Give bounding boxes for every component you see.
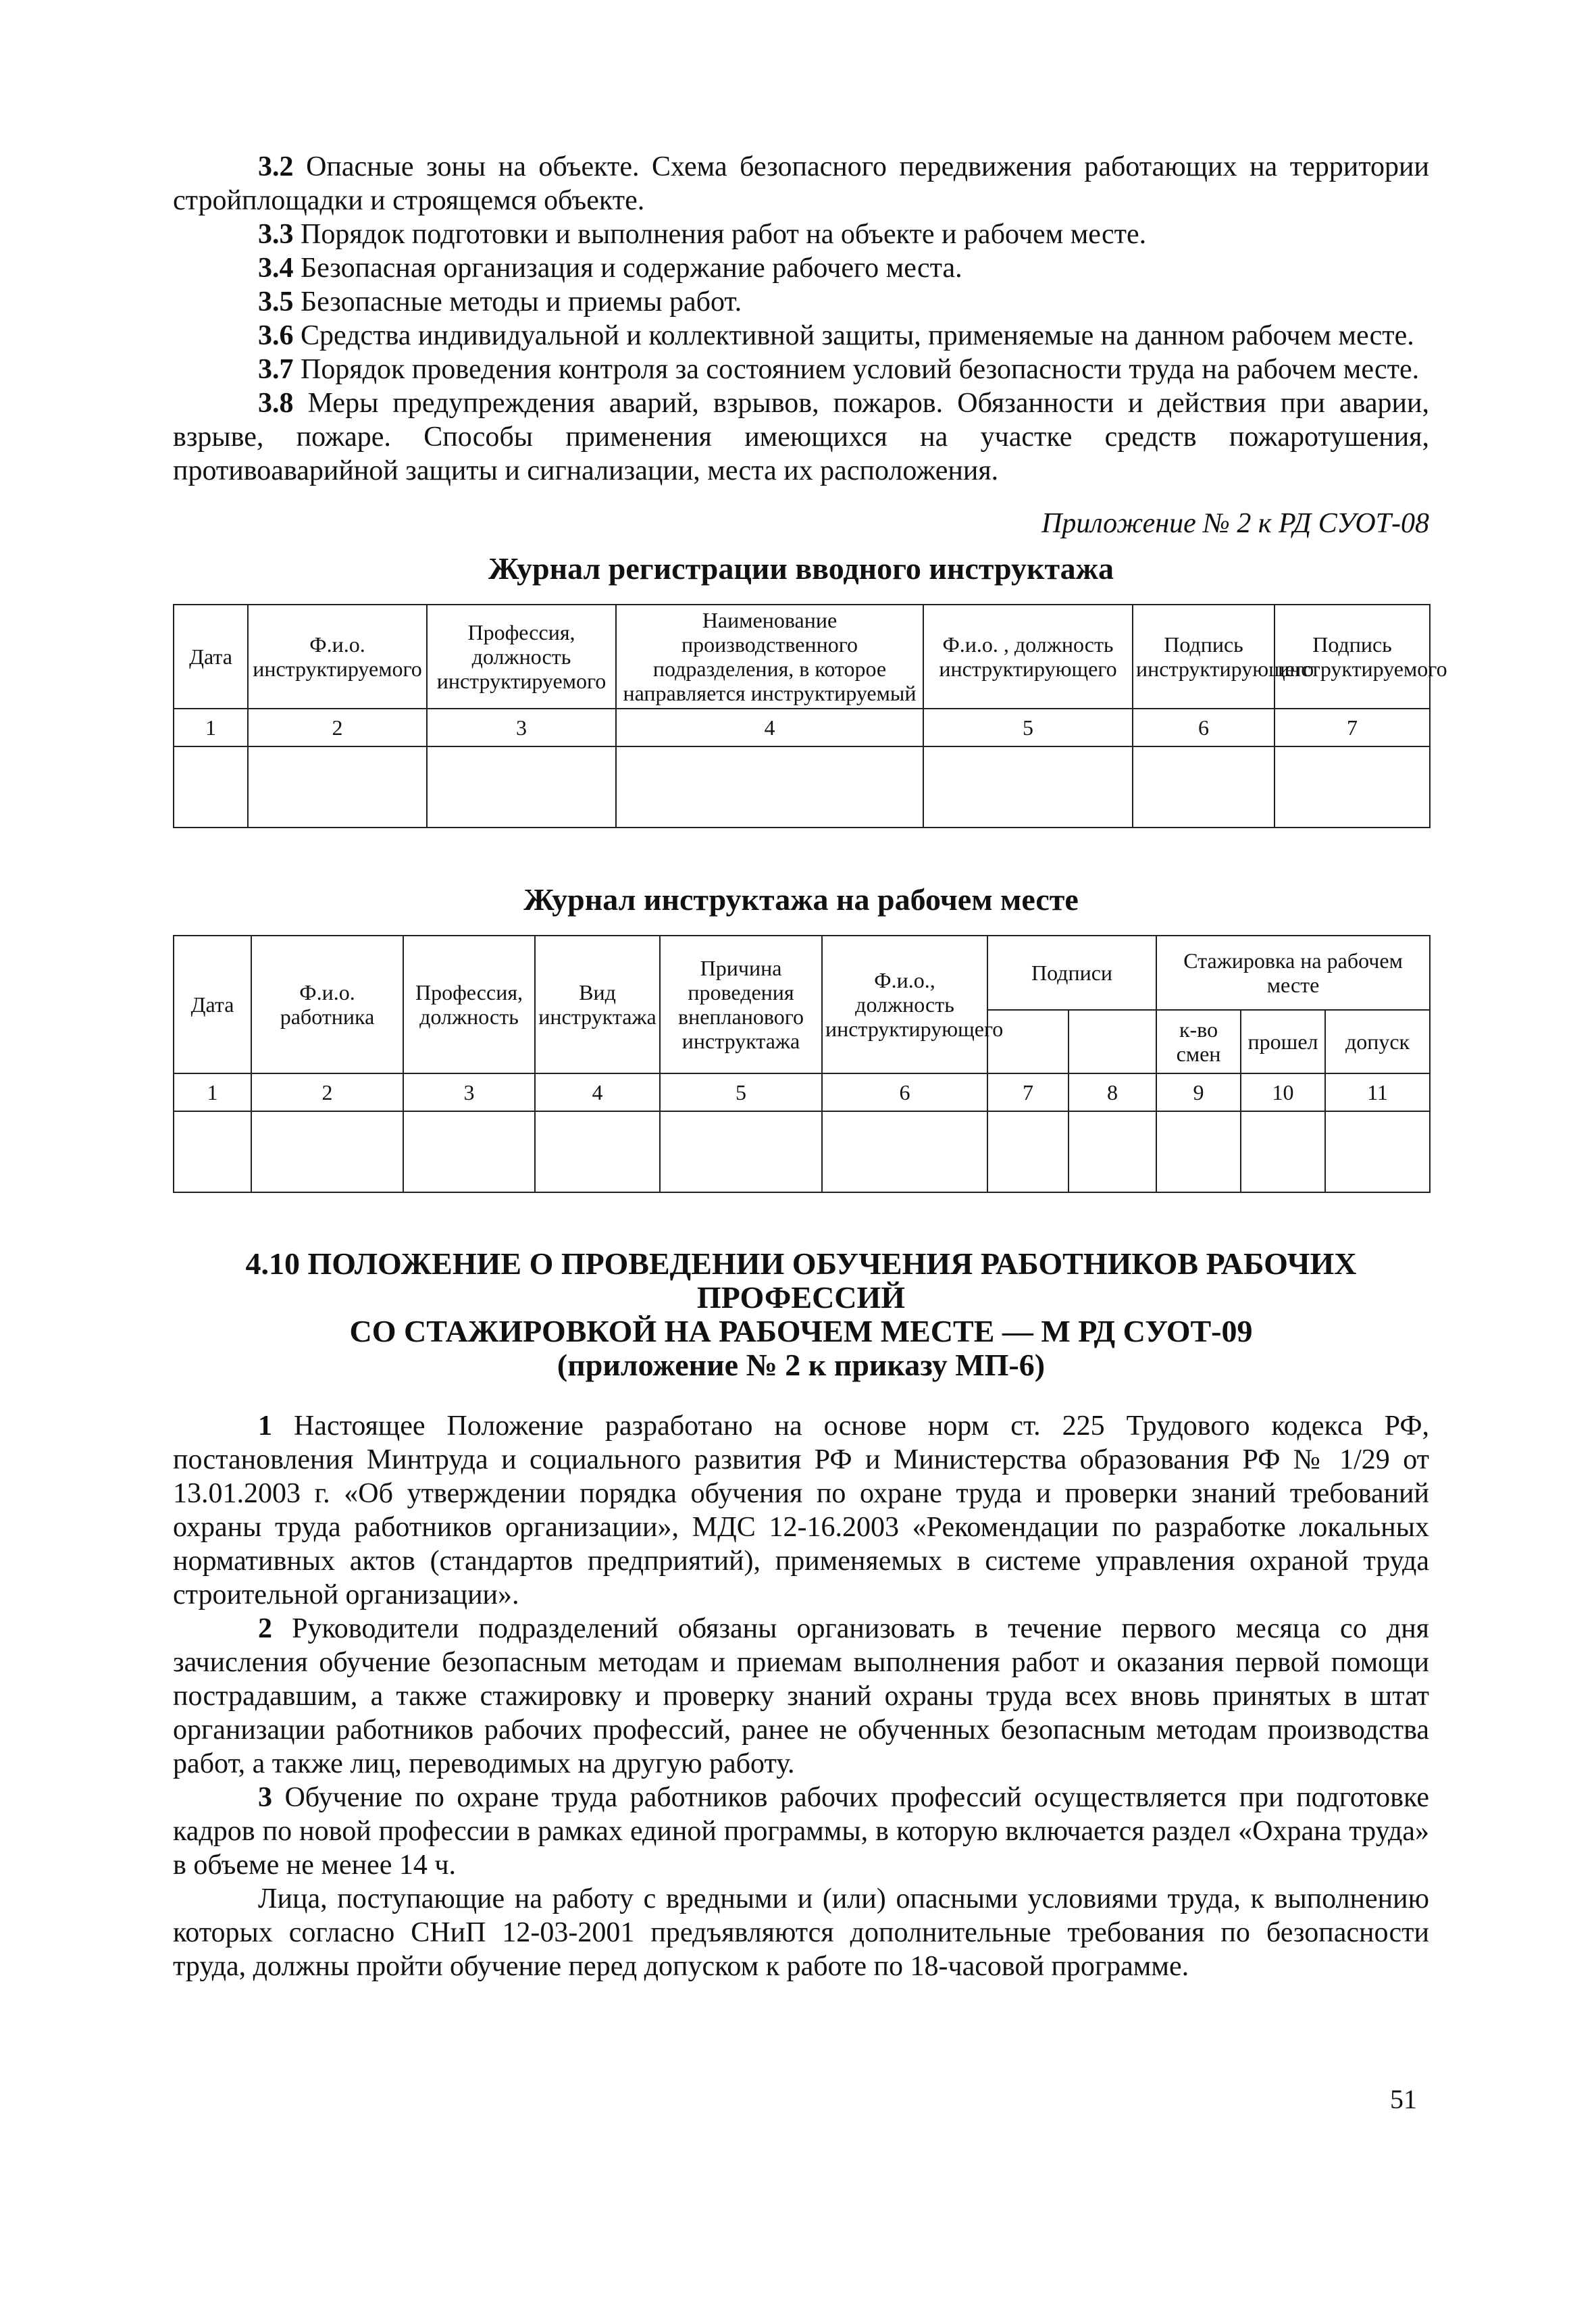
item-number: 3.6 [258, 320, 294, 351]
empty-subheader [1069, 1010, 1156, 1073]
item-text: Порядок проведения контроля за состоянием условий безопасности труда на рабочем месте. [301, 354, 1420, 385]
empty-cell [1069, 1111, 1156, 1192]
item-number: 3.7 [258, 354, 294, 385]
item-number: 3 [258, 1782, 272, 1813]
section-paragraph-4 [173, 1882, 1429, 1983]
empty-cell [403, 1111, 535, 1192]
item-number: 3.2 [258, 151, 294, 182]
header-worker-name: Ф.и.о. работника [251, 936, 403, 1073]
item-number: 3.4 [258, 253, 294, 284]
empty-cell [427, 746, 616, 828]
column-number: 5 [660, 1073, 822, 1111]
appendix-label: Приложение № 2 к РД СУОТ-08 [1041, 508, 1429, 539]
journal1-table [173, 604, 1447, 828]
header-trainee-signature: Подпись инструктируемого [1275, 605, 1430, 709]
section-body [173, 1409, 1429, 1983]
journal2-table [173, 935, 1431, 1193]
item-number: 1 [258, 1410, 272, 1442]
section-heading-line: СО СТАЖИРОВКОЙ НА РАБОЧЕМ МЕСТЕ — М РД СУОТ-09 [349, 1314, 1253, 1348]
header-shifts: к-во смен [1156, 1010, 1241, 1073]
section-paragraph-2 [173, 1612, 1429, 1781]
paragraph-3-2 [173, 150, 1429, 218]
section-heading [173, 1247, 1429, 1382]
header-admission: допуск [1325, 1010, 1430, 1073]
empty-cell [535, 1111, 660, 1192]
table-empty-row [174, 746, 1430, 828]
column-number: 9 [1156, 1073, 1241, 1111]
header-date: Дата [174, 605, 248, 709]
item-number: 3.8 [258, 388, 294, 419]
empty-cell [1133, 746, 1275, 828]
paragraph-3-4 [173, 251, 1429, 285]
empty-cell [248, 746, 427, 828]
empty-cell [251, 1111, 403, 1192]
table-empty-row [174, 1111, 1430, 1192]
journal1-title: Журнал регистрации вводного инструктажа [488, 551, 1114, 586]
item-text: Порядок подготовки и выполнения работ на объекте и рабочем месте. [301, 219, 1147, 250]
empty-cell [987, 1111, 1069, 1192]
header-instructor: Ф.и.о. , должность инструктирующего [923, 605, 1133, 709]
table-header-row-1 [174, 936, 1430, 1010]
empty-cell [616, 746, 923, 828]
column-number: 4 [535, 1073, 660, 1111]
item-number: 3.3 [258, 219, 294, 250]
column-number: 5 [923, 709, 1133, 746]
item-number: 3.5 [258, 286, 294, 317]
column-number: 1 [174, 1073, 251, 1111]
column-number: 7 [1275, 709, 1430, 746]
item-text: Безопасные методы и приемы работ. [301, 286, 742, 317]
intro-section [173, 150, 1429, 488]
empty-cell [923, 746, 1133, 828]
item-text: Безопасная организация и содержание рабочего места. [301, 253, 962, 284]
column-number: 6 [822, 1073, 987, 1111]
empty-cell [1325, 1111, 1430, 1192]
header-signatures: Подписи [987, 936, 1156, 1010]
empty-cell [1275, 746, 1430, 828]
item-text: Лица, поступающие на работу с вредными и (или) опасными условиями труда, к выполнению которых согласно СНиП 12-03-2001 предъявляются дополнительные требования по безопасности труда, должны пройти обучение перед допуском к работе по 18-часовой программе. [173, 1883, 1429, 1982]
column-number: 8 [1069, 1073, 1156, 1111]
item-text: Средства индивидуальной и коллективной защиты, применяемые на данном рабочем месте. [301, 320, 1414, 351]
empty-cell [822, 1111, 987, 1192]
table-number-row [174, 709, 1430, 746]
column-number: 10 [1241, 1073, 1325, 1111]
section-paragraph-3 [173, 1781, 1429, 1882]
header-briefing-type: Вид инструктажа [535, 936, 660, 1073]
journal2-title: Журнал инструктажа на рабочем месте [523, 882, 1079, 917]
header-date: Дата [174, 936, 251, 1073]
column-number: 6 [1133, 709, 1275, 746]
item-text: Обучение по охране труда работников рабочих профессий осуществляется при подготовке кадров по новой профессии в рамках единой программы, в которую включается раздел «Охрана труда» в объеме не менее 14 ч. [173, 1782, 1429, 1881]
paragraph-3-3 [173, 218, 1429, 251]
header-passed: прошел [1241, 1010, 1325, 1073]
column-number: 11 [1325, 1073, 1430, 1111]
header-subdivision: Наименование производственного подразделения, в которое направляется инструктируемый [616, 605, 923, 709]
empty-cell [174, 1111, 251, 1192]
empty-cell [174, 746, 248, 828]
column-number: 2 [248, 709, 427, 746]
header-instructor: Ф.и.о., должность инструктирующего [822, 936, 987, 1073]
empty-cell [1241, 1111, 1325, 1192]
column-number: 3 [427, 709, 616, 746]
section-paragraph-1 [173, 1409, 1429, 1612]
section-heading-line: (приложение № 2 к приказу МП-6) [557, 1348, 1046, 1382]
section-heading-line: 4.10 ПОЛОЖЕНИЕ О ПРОВЕДЕНИИ ОБУЧЕНИЯ РАБОТНИКОВ РАБОЧИХ ПРОФЕССИЙ [245, 1246, 1357, 1315]
header-trainee-name: Ф.и.о. инструктируемого [248, 605, 427, 709]
item-text: Настоящее Положение разработано на основе норм ст. 225 Трудового кодекса РФ, постановления Минтруда и социального развития РФ и Министерства образования РФ № 1/29 от 13.01.2003 г. «Об утверждении порядка обучения по охране труда и проверки знаний требований охраны труда работников организации», МДС 12-16.2003 «Рекомендации по разработке локальных нормативных актов (стандартов предприятий), применяемых в системе управления охраной труда строительной организации». [173, 1410, 1430, 1610]
item-text: Опасные зоны на объекте. Схема безопасного передвижения работающих на территории стройплощадки и строящемся объекте. [173, 151, 1430, 216]
column-number: 3 [403, 1073, 535, 1111]
column-number: 1 [174, 709, 248, 746]
page-number: 51 [1390, 2084, 1417, 2114]
item-text: Руководители подразделений обязаны организовать в течение первого месяца со дня зачисления обучение безопасным методам и приемам выполнения работ и оказания первой помощи пострадавшим, а также стажировку и проверку знаний охраны труда всех вновь принятых в штат организации работников рабочих профессий, ранее не обученных безопасным методам производства работ, а также лиц, переводимых на другую работу. [173, 1613, 1429, 1779]
column-number: 4 [616, 709, 923, 746]
header-unscheduled-reason: Причина проведения внепланового инструктажа [660, 936, 822, 1073]
empty-cell [660, 1111, 822, 1192]
item-text: Меры предупреждения аварий, взрывов, пожаров. Обязанности и действия при аварии, взрыве, пожаре. Способы применения имеющихся на участке средств пожаротушения, противоаварийной защиты и сигнализации, места их расположения. [173, 388, 1430, 486]
item-number: 2 [258, 1613, 272, 1644]
table-number-row [174, 1073, 1430, 1111]
empty-cell [1156, 1111, 1241, 1192]
table-header-row [174, 605, 1430, 709]
column-number: 7 [987, 1073, 1069, 1111]
paragraph-3-8 [173, 386, 1429, 488]
header-trainee-position: Профессия, должность инструктируемого [427, 605, 616, 709]
page-content [173, 150, 1447, 1983]
header-profession: Профессия, должность [403, 936, 535, 1073]
header-internship: Стажировка на рабочем месте [1156, 936, 1430, 1010]
paragraph-3-7 [173, 353, 1429, 386]
paragraph-3-6 [173, 319, 1429, 353]
column-number: 2 [251, 1073, 403, 1111]
paragraph-3-5 [173, 285, 1429, 319]
header-instructor-signature: Подпись инструктирующего [1133, 605, 1275, 709]
